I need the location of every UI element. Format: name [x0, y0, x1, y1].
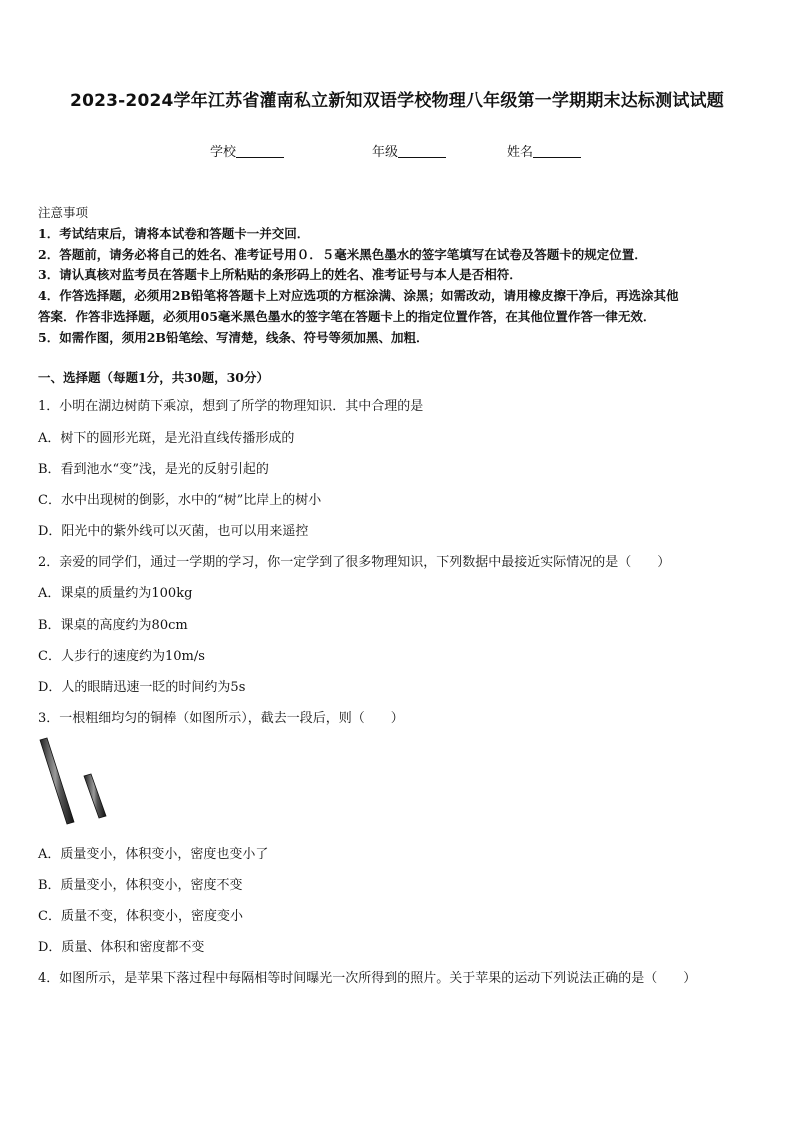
- grade-field: [372, 141, 446, 160]
- notes-heading: 注意事项: [38, 205, 89, 220]
- exam-notes: [38, 203, 758, 349]
- note-item: 3．请认真核对监考员在答题卡上所粘贴的条形码上的姓名、准考证号与本人是否相符．: [38, 267, 522, 283]
- question-1-stem: 1．小明在湖边树荫下乘凉，想到了所学的物理知识．其中合理的是: [38, 399, 424, 414]
- question-2-option-a: A．课桌的质量约为100kg: [38, 586, 193, 601]
- section-heading: 一、选择题（每题1分，共30题，30分）: [38, 370, 269, 385]
- name-label: 姓名: [507, 145, 534, 160]
- name-field: [507, 141, 581, 160]
- question-3-option-d: D．质量、体积和密度都不变: [38, 940, 205, 955]
- question-2-stem: 2．亲爱的同学们，通过一学期的学习，你一定学到了很多物理知识，下列数据中最接近实际情况的是（ ）: [38, 555, 671, 570]
- question-1-option-b: B．看到池水“变”浅，是光的反射引起的: [38, 462, 269, 477]
- grade-label: 年级: [372, 145, 399, 160]
- name-blank: [533, 144, 581, 158]
- note-item: 5．如需作图，须用2B铅笔绘、写清楚，线条、符号等须加黑、加粗．: [38, 329, 429, 345]
- question-2-option-d: D．人的眼睛迅速一眨的时间约为5s: [38, 680, 246, 695]
- note-item: 2．答题前，请务必将自己的姓名、准考证号用０．５毫米黑色墨水的签字笔填写在试卷及答题卡的规定位置．: [38, 246, 647, 262]
- short-rod: [84, 774, 106, 818]
- question-3-option-c: C．质量不变，体积变小，密度变小: [38, 909, 243, 924]
- note-item: 答案．作答非选择题，必须用05毫米黑色墨水的签字笔在答题卡上的指定位置作答，在其他位置作答一律无效．: [38, 308, 656, 324]
- question-2-option-b: B．课桌的高度约为80cm: [38, 618, 188, 633]
- school-blank: [236, 144, 284, 158]
- long-rod: [40, 738, 74, 824]
- note-item: 1．考试结束后，请将本试卷和答题卡一并交回．: [38, 225, 310, 241]
- question-1-option-a: A．树下的圆形光斑，是光沿直线传播形成的: [38, 431, 295, 446]
- exam-title: 2023-2024学年江苏省灌南私立新知双语学校物理八年级第一学期期末达标测试试题: [70, 91, 724, 111]
- school-label: 学校: [210, 145, 237, 160]
- question-1-option-d: D．阳光中的紫外线可以灭菌，也可以用来遥控: [38, 524, 309, 539]
- grade-blank: [398, 144, 446, 158]
- question-3-option-b: B．质量变小，体积变小，密度不变: [38, 878, 243, 893]
- copper-rod-figure: [36, 736, 116, 828]
- question-1-option-c: C．水中出现树的倒影，水中的“树”比岸上的树小: [38, 493, 322, 508]
- question-3-stem: 3．一根粗细均匀的铜棒（如图所示），截去一段后，则（ ）: [38, 711, 404, 726]
- question-2-option-c: C．人步行的速度约为10m/s: [38, 649, 205, 664]
- note-item: 4．作答选择题，必须用2B铅笔将答题卡上对应选项的方框涂满、涂黑；如需改动，请用橡皮擦干净后，再选涂其他: [38, 288, 679, 304]
- question-3-option-a: A．质量变小，体积变小，密度也变小了: [38, 847, 269, 862]
- question-4-stem: 4．如图所示，是苹果下落过程中每隔相等时间曝光一次所得到的照片。关于苹果的运动下列说法正确的是（ ）: [38, 971, 697, 986]
- school-field: [210, 141, 284, 160]
